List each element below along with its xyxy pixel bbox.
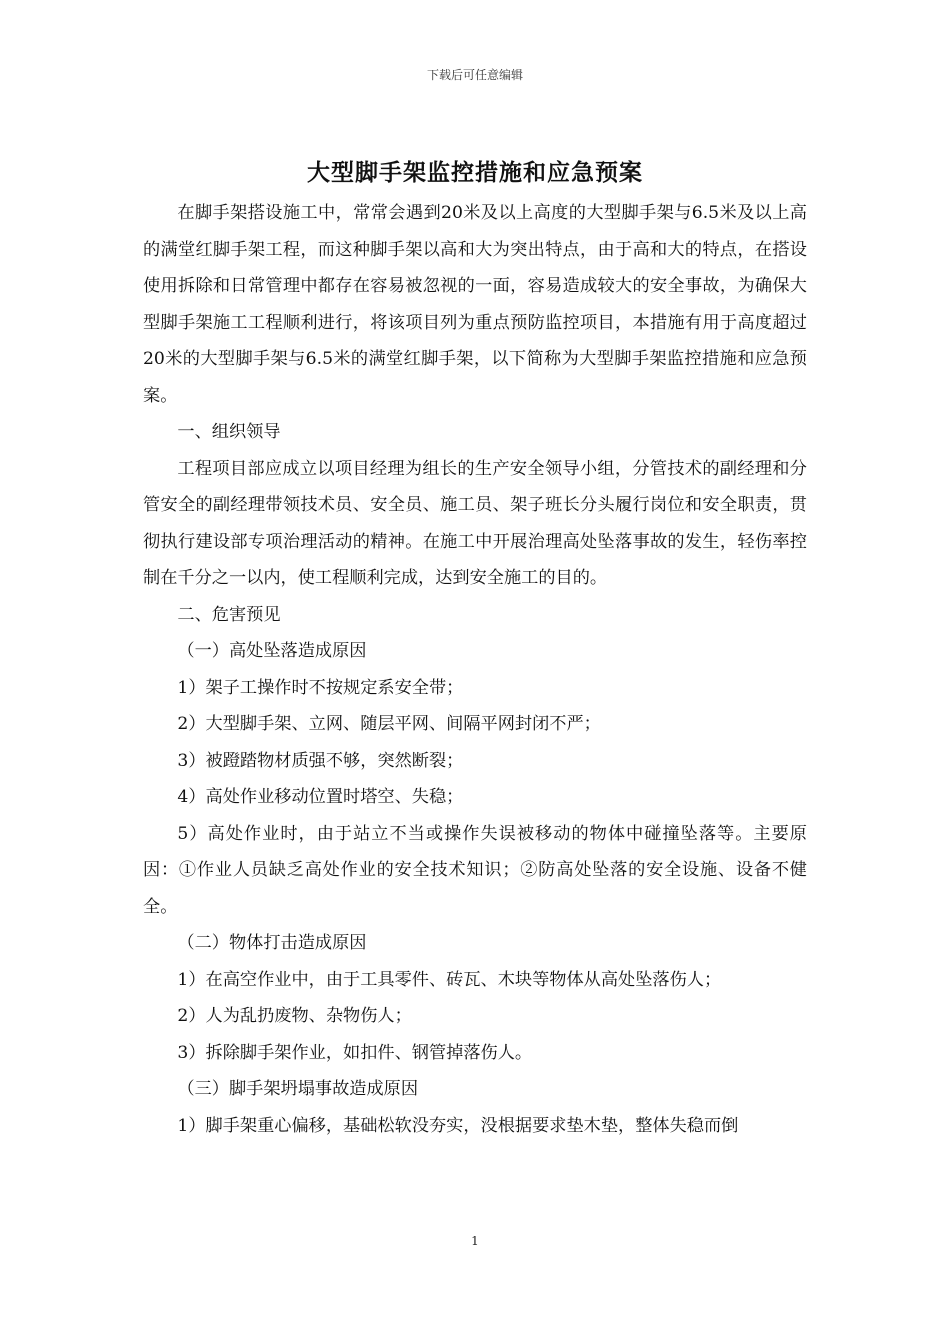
subsection-heading-object-strike: （二）物体打击造成原因 bbox=[177, 933, 367, 953]
subsection-heading-falls: （一）高处坠落造成原因 bbox=[177, 641, 367, 661]
page-header: 下载后可任意编辑 bbox=[426, 68, 523, 82]
page-number: 1 bbox=[471, 1234, 479, 1248]
document-title: 大型脚手架监控措施和应急预案 bbox=[307, 160, 643, 186]
paragraph-intro: 在脚手架搭设施工中，常常会遇到20米及以上高度的大型脚手架与6.5米及以上高的满堂红脚手架工程，而这种脚手架以高和大为突出特点，由于高和大的特点，在搭设使用拆除和日常管理中都存在容易被忽视的一面，容易造成较大的安全事故，为确保大型脚手架施工工程顺利进行，将该项目列为重点预防监控项目，本措施有用于高度超过20米的大型脚手架与6.5米的满堂红脚手架，以下简称为大型脚手架监控措施和应急预案。 bbox=[143, 203, 807, 406]
list-item: 3）拆除脚手架作业，如扣件、钢管掉落伤人。 bbox=[177, 1042, 533, 1063]
list-item: 4）高处作业移动位置时塔空、失稳； bbox=[177, 787, 464, 807]
document-body bbox=[143, 195, 807, 1144]
section-heading-hazards: 二、危害预见 bbox=[177, 604, 281, 625]
list-item: 1）在高空作业中，由于工具零件、砖瓦、木块等物体从高处坠落伤人； bbox=[177, 969, 722, 990]
paragraph-organization: 工程项目部应成立以项目经理为组长的生产安全领导小组，分管技术的副经理和分管安全的副经理带领技术员、安全员、施工员、架子班长分头履行岗位和安全职责，贯彻执行建设部专项治理活动的精神。在施工中开展治理高处坠落事故的发生，轻伤率控制在千分之一以内，使工程顺利完成，达到安全施工的目的。 bbox=[143, 458, 807, 588]
section-heading-organization: 一、组织领导 bbox=[177, 422, 281, 442]
list-item: 1）架子工操作时不按规定系安全带； bbox=[177, 677, 464, 698]
subsection-heading-collapse: （三）脚手架坍塌事故造成原因 bbox=[177, 1079, 419, 1099]
list-item: 2）大型脚手架、立网、随层平网、间隔平网封闭不严； bbox=[177, 714, 601, 734]
list-item: 1）脚手架重心偏移，基础松软没夯实，没根据要求垫木垫，整体失稳而倒 bbox=[177, 1115, 739, 1136]
list-item: 5）高处作业时，由于站立不当或操作失误被移动的物体中碰撞坠落等。主要原因：①作业人员缺乏高处作业的安全技术知识；②防高处坠落的安全设施、设备不健全。 bbox=[143, 823, 807, 917]
list-item: 3）被蹬踏物材质强不够，突然断裂； bbox=[177, 750, 464, 771]
list-item: 2）人为乱扔废物、杂物伤人； bbox=[177, 1006, 412, 1026]
